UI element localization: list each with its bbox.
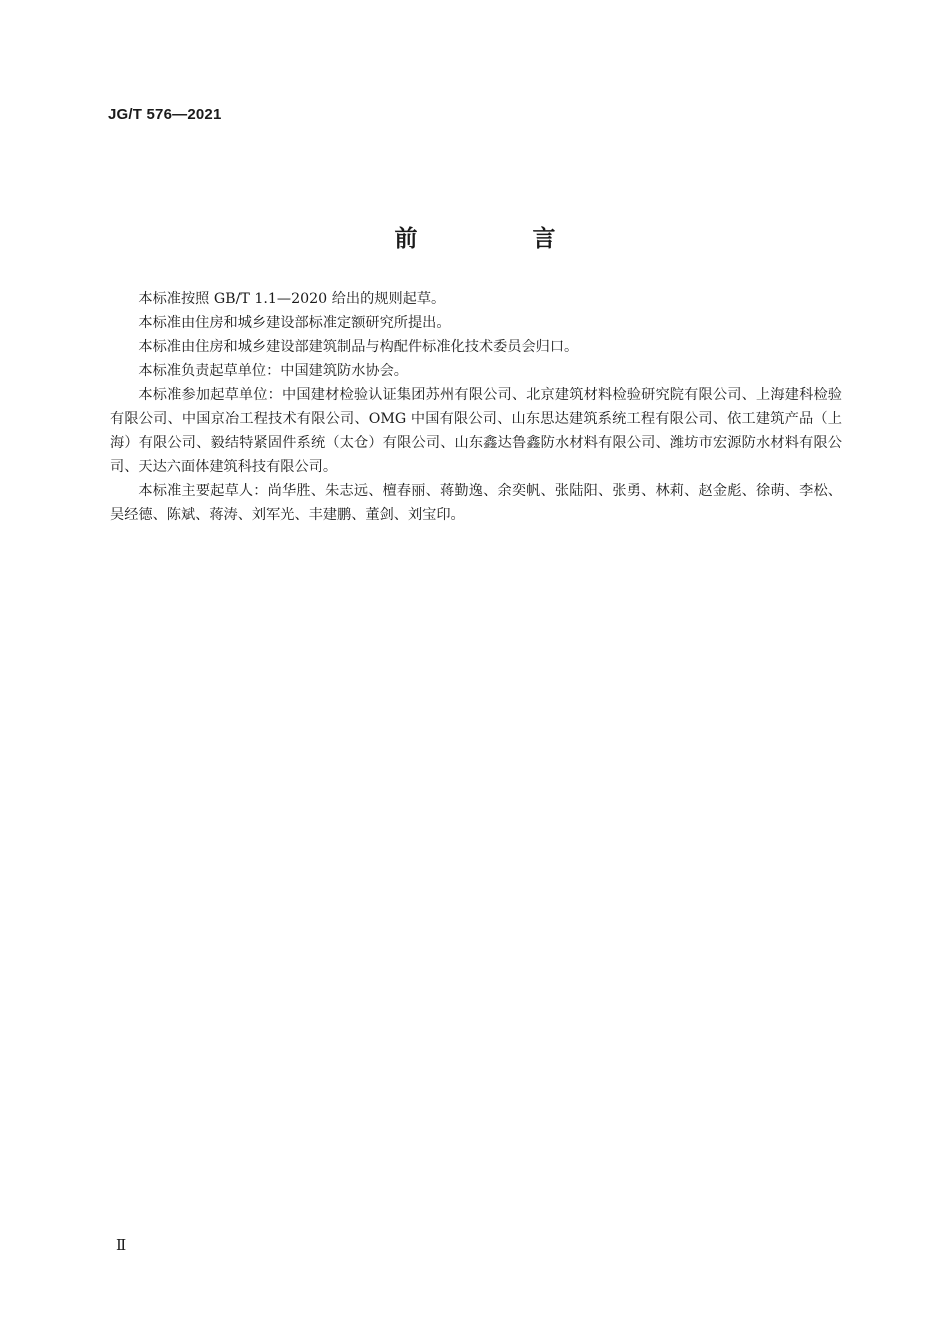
page-title: 前 言 xyxy=(394,226,602,252)
page-number: Ⅱ xyxy=(116,1236,127,1254)
paragraph-proposer: 本标准由住房和城乡建设部标准定额研究所提出。 xyxy=(138,315,451,331)
paragraph-lead-drafter: 本标准负责起草单位：中国建筑防水协会。 xyxy=(138,363,408,379)
paragraph-main-drafters: 本标准主要起草人：尚华胜、朱志远、檀春丽、蒋勤逸、余奕帆、张陆阳、张勇、林莉、赵金彪、徐萌、李松、吴经德、陈斌、蒋涛、刘军光、丰建鹏、董剑、刘宝印。 xyxy=(110,483,842,523)
standard-code: JG/T 576—2021 xyxy=(108,106,222,123)
foreword-body xyxy=(110,287,842,527)
paragraph-drafting-rules: 本标准按照 GB/T 1.1—2020 给出的规则起草。 xyxy=(138,291,446,307)
paragraph-committee: 本标准由住房和城乡建设部建筑制品与构配件标准化技术委员会归口。 xyxy=(138,339,579,355)
paragraph-participating-drafters: 本标准参加起草单位：中国建材检验认证集团苏州有限公司、北京建筑材料检验研究院有限公司、上海建科检验有限公司、中国京冶工程技术有限公司、OMG 中国有限公司、山东思达建筑系统工程有限公司、依工建筑产品（上海）有限公司、毅结特紧固件系统（太仓）有限公司、山东鑫达鲁鑫防水材料有限公司、潍坊市宏源防水材料有限公司、天达六面体建筑科技有限公司。 xyxy=(110,387,842,475)
